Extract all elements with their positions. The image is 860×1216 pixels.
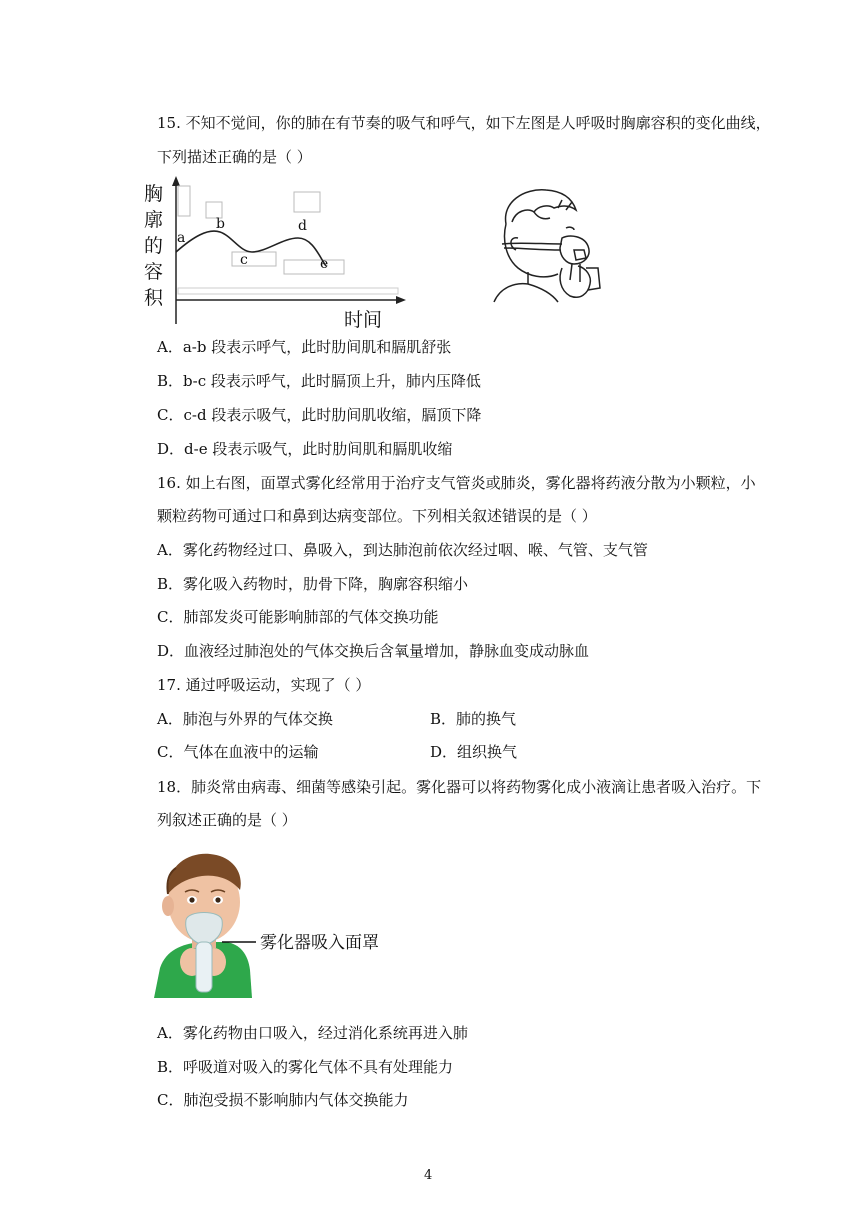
- q16-option-c: C．肺部发炎可能影响肺部的气体交换功能: [157, 608, 439, 626]
- nebulizer-mask-drawing: [488, 184, 612, 306]
- q18-stem-line1: 18．肺炎常由病毒、细菌等感染引起。雾化器可以将药物雾化成小液滴让患者吸入治疗。下: [157, 778, 762, 796]
- q15-stem-line1: 15. 不知不觉间，你的肺在有节奏的吸气和呼气，如下左图是人呼吸时胸廓容积的变化曲线，: [157, 114, 771, 132]
- y-axis-label-char: 积: [144, 288, 164, 309]
- q18-option-c: C．肺泡受损不影响肺内气体交换能力: [157, 1091, 409, 1109]
- q17-option-b: B．肺的换气: [430, 710, 517, 728]
- q18-option-b: B．呼吸道对吸入的雾化气体不具有处理能力: [157, 1058, 454, 1076]
- q18-option-a: A．雾化药物由口吸入，经过消化系统再进入肺: [157, 1024, 468, 1042]
- photo-caption: 雾化器吸入面罩: [260, 933, 379, 952]
- point-label-a: a: [177, 230, 186, 246]
- y-axis-label-char: 的: [144, 236, 164, 257]
- point-label-b: b: [216, 216, 225, 232]
- q17-option-a: A．肺泡与外界的气体交换: [157, 710, 333, 728]
- q16-option-a: A．雾化药物经过口、鼻吸入，到达肺泡前依次经过咽、喉、气管、支气管: [157, 541, 648, 559]
- child-nebulizer-photo: [152, 850, 388, 1000]
- point-label-e: e: [320, 256, 329, 272]
- page-number: 4: [424, 1168, 433, 1183]
- q15-stem-line2: 下列描述正确的是（ ）: [157, 148, 312, 166]
- x-axis-label: 时间: [344, 310, 383, 331]
- q15-option-a: A．a-b 段表示呼气，此时肋间肌和膈肌舒张: [157, 338, 452, 356]
- y-axis-label-char: 容: [144, 262, 164, 283]
- q16-option-b: B．雾化吸入药物时，肋骨下降，胸廓容积缩小: [157, 575, 469, 593]
- q15-option-d: D．d-e 段表示吸气，此时肋间肌和膈肌收缩: [157, 440, 453, 458]
- q17-option-c: C．气体在血液中的运输: [157, 743, 319, 761]
- y-axis-label-char: 廓: [144, 210, 164, 231]
- point-label-c: c: [240, 252, 248, 268]
- q18-stem-line2: 列叙述正确的是（ ）: [157, 811, 297, 829]
- q15-option-c: C．c-d 段表示吸气，此时肋间肌收缩，膈顶下降: [157, 406, 482, 424]
- q16-stem-line1: 16. 如上右图，面罩式雾化经常用于治疗支气管炎或肺炎，雾化器将药液分散为小颗粒，小: [157, 474, 756, 492]
- q17-stem: 17. 通过呼吸运动，实现了（ ）: [157, 676, 371, 694]
- point-label-d: d: [298, 218, 307, 234]
- q15-option-b: B．b-c 段表示呼气，此时膈顶上升，肺内压降低: [157, 372, 481, 390]
- q16-option-d: D．血液经过肺泡处的气体交换后含氧量增加，静脉血变成动脉血: [157, 642, 590, 660]
- q17-option-d: D．组织换气: [430, 743, 518, 761]
- q16-stem-line2: 颗粒药物可通过口和鼻到达病变部位。下列相关叙述错误的是（ ）: [157, 507, 597, 525]
- y-axis-label-char: 胸: [144, 184, 164, 205]
- chest-volume-graph: [144, 172, 416, 332]
